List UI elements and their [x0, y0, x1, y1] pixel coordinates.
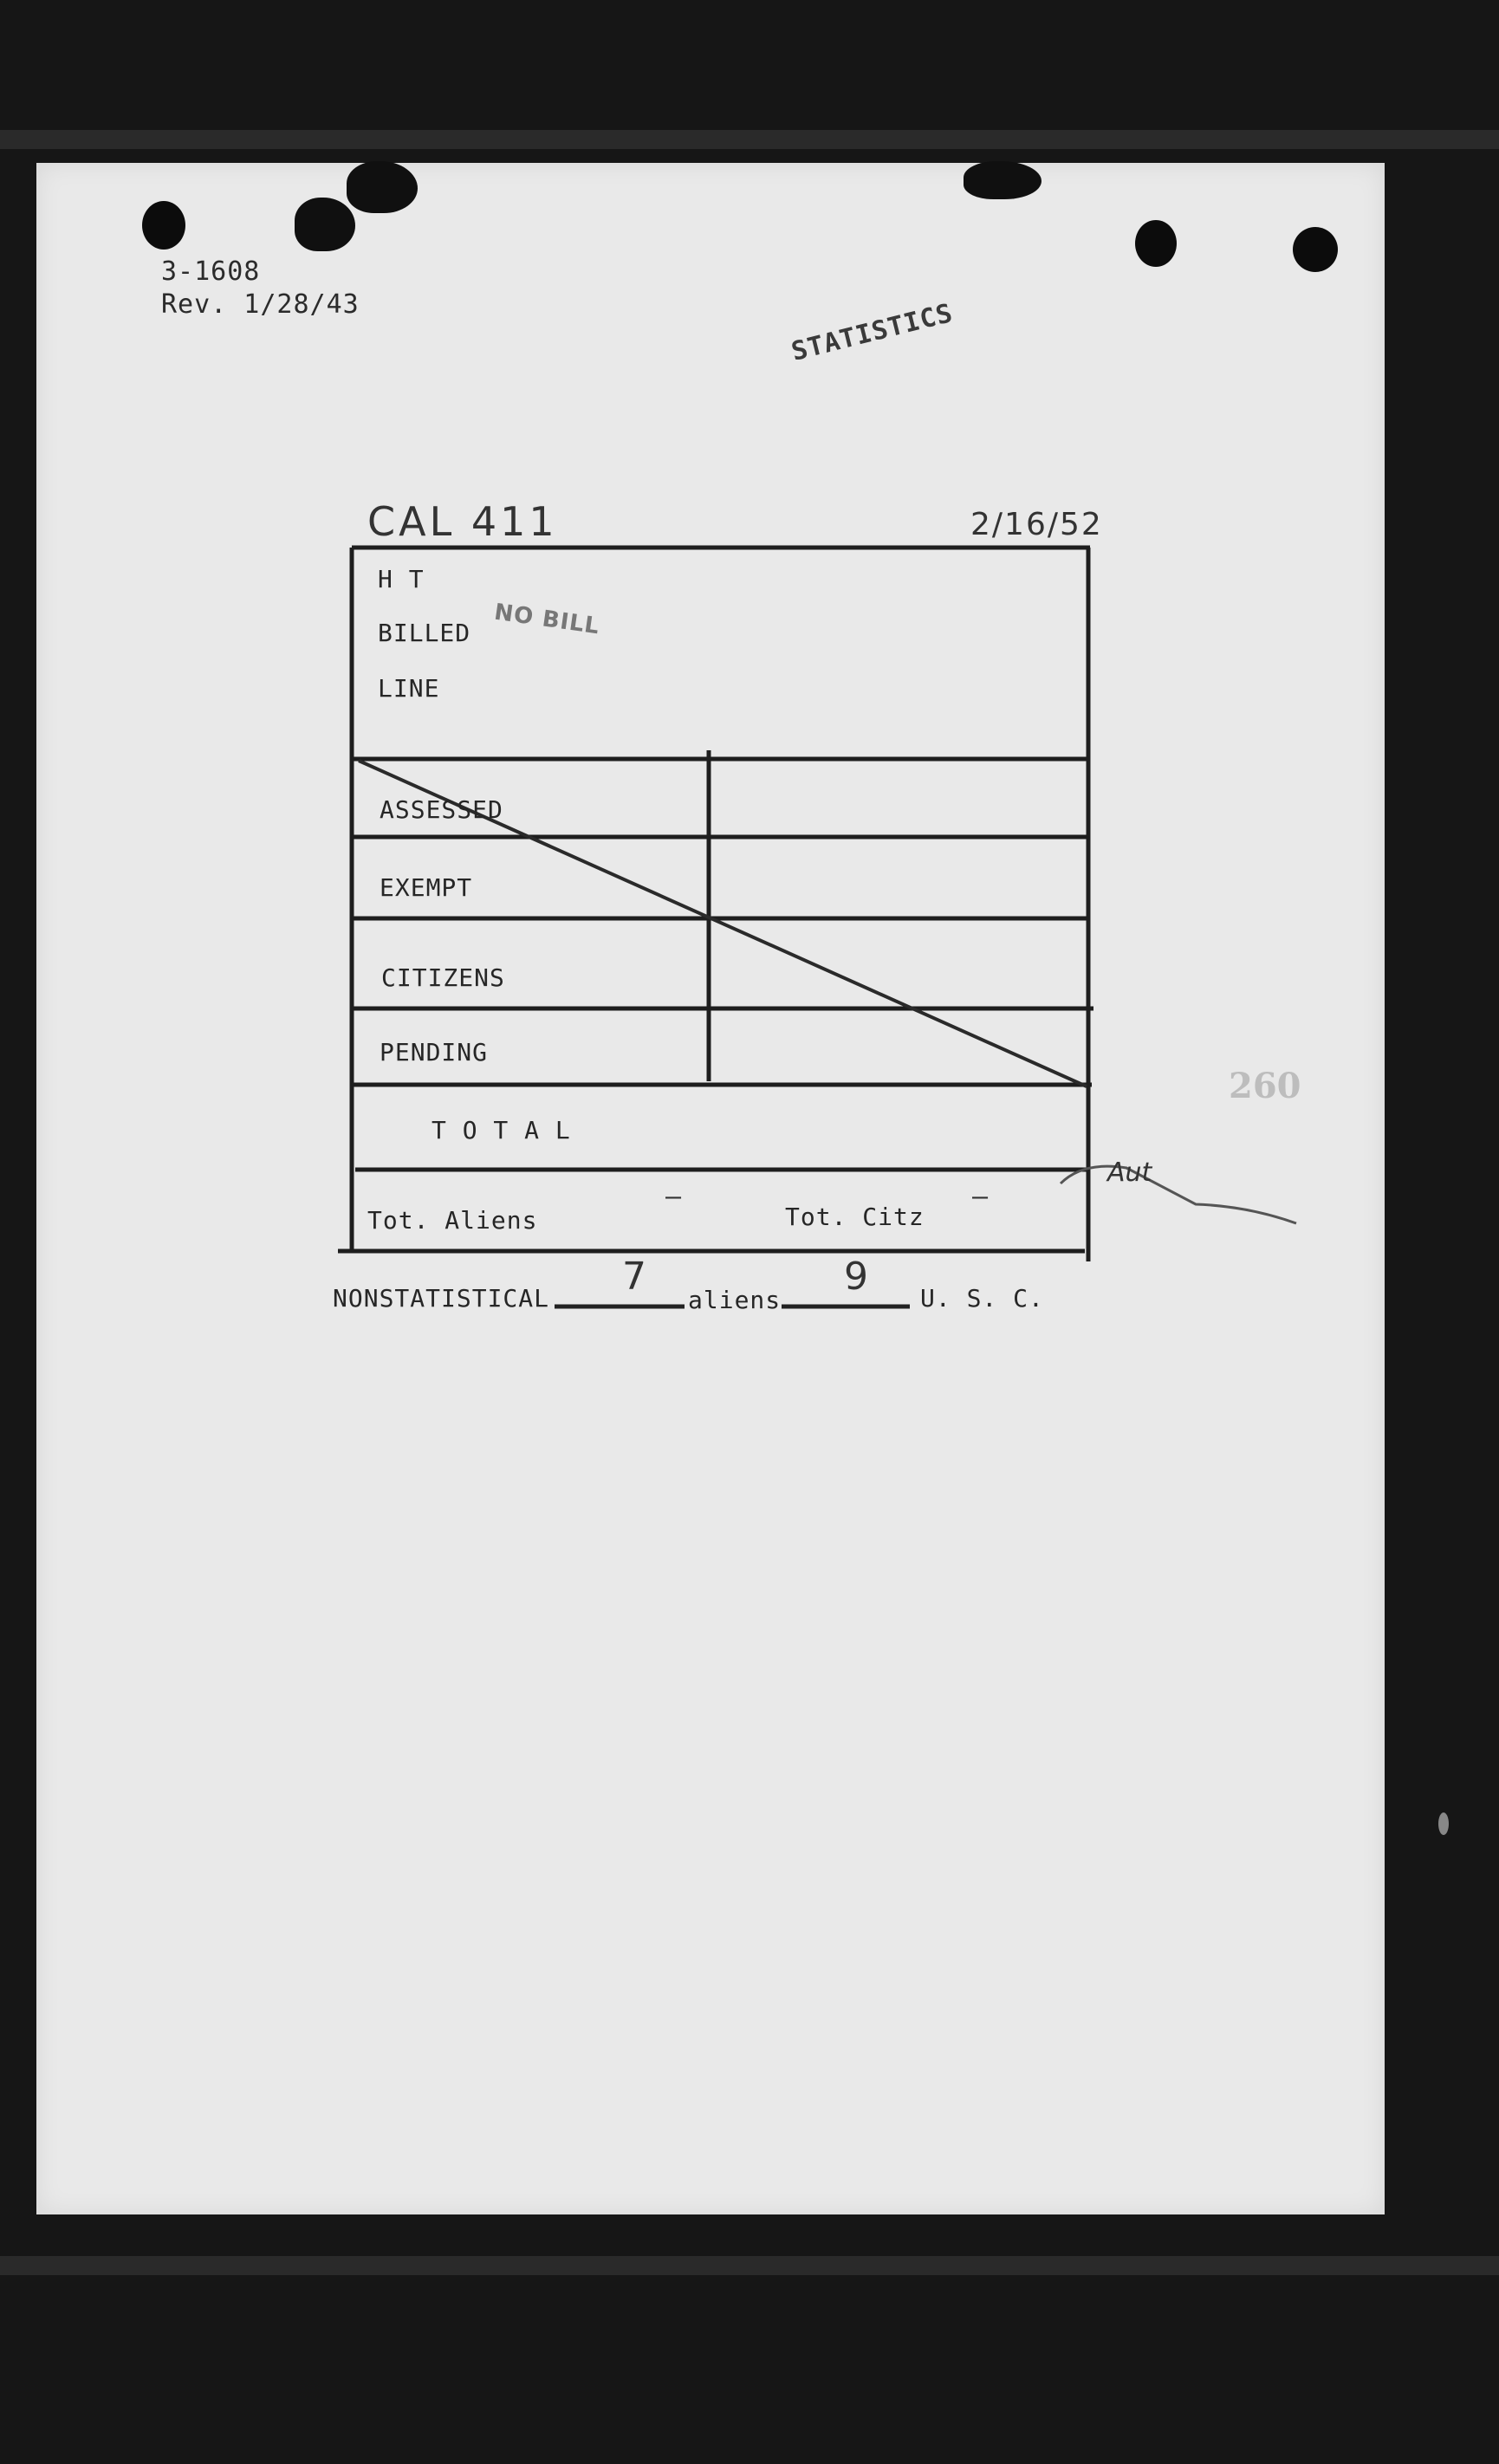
nonstatistical-citizens-count: 9 — [844, 1255, 868, 1299]
page-number-stamp: 260 — [1229, 1066, 1301, 1106]
inspector-initials: Aut — [1107, 1157, 1152, 1188]
form-number: 3-1608 — [161, 256, 261, 287]
no-bill-stamp: NO BILL — [492, 599, 602, 640]
total-citizens-value: — — [972, 1182, 989, 1212]
total-aliens-value: — — [665, 1182, 682, 1212]
pending-row-label: PENDING — [380, 1038, 489, 1067]
form-revision: Rev. 1/28/43 — [161, 289, 360, 320]
exempt-row-label: EXEMPT — [380, 873, 473, 902]
nonstatistical-aliens-count: 7 — [622, 1255, 646, 1299]
total-citizens-label: Tot. Citz — [785, 1203, 925, 1231]
total-label: T O T A L — [432, 1116, 571, 1144]
line-label: LINE — [378, 674, 440, 703]
statistics-stamp: STATISTICS — [788, 297, 957, 367]
date-handwritten: 2/16/52 — [970, 507, 1103, 542]
nonstatistical-label: NONSTATISTICAL — [333, 1284, 550, 1313]
citizens-row-label: CITIZENS — [381, 963, 505, 992]
ht-label: H T — [378, 565, 425, 593]
aliens-label: aliens — [688, 1286, 782, 1314]
usc-label: U. S. C. — [920, 1284, 1044, 1313]
assessed-row-label: ASSESSED — [380, 795, 503, 824]
manifest-number-handwritten: CAL 411 — [367, 498, 558, 545]
billed-label: BILLED — [378, 619, 471, 647]
total-aliens-label: Tot. Aliens — [367, 1206, 538, 1235]
